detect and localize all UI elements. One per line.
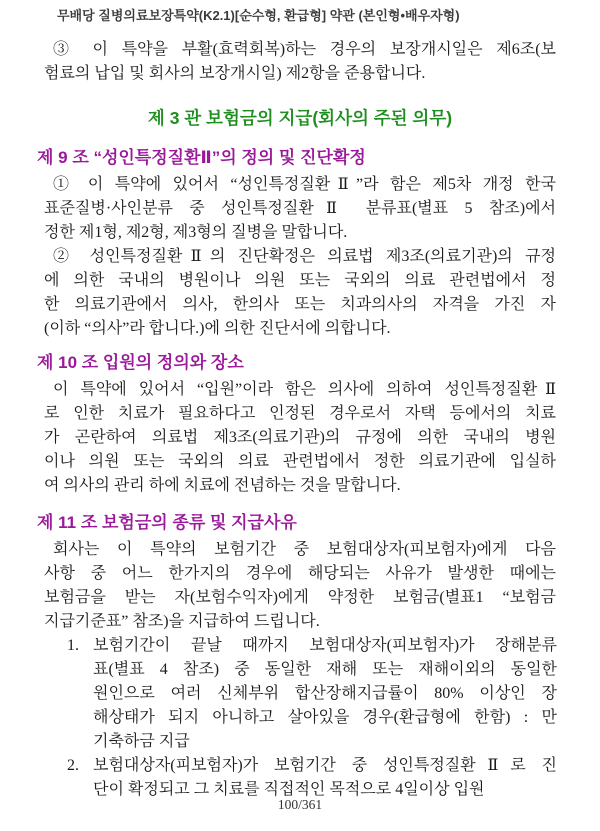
article-11-heading: 제 11 조 보험금의 종류 및 지급사유: [37, 513, 297, 532]
part-3-heading: 제 3 관 보험금의 지급(회사의 주된 의무): [147, 108, 453, 128]
list-item-2-text: [93, 754, 557, 802]
text-line: 여 의사의 관리 하에 치료에 전념하는 것을 말합니다.: [44, 477, 401, 494]
page-number: 100/361: [277, 797, 323, 812]
list-item-1-marker: 1.: [67, 637, 79, 654]
text-line: ③ 이 특약을 부활(효력회복)하는 경우의 보장개시일은 제6조(보: [53, 41, 556, 58]
article-11-paragraph-1: [44, 538, 556, 634]
article-10-heading: 제 10 조 입원의 정의와 장소: [37, 353, 244, 372]
text-line: 사항 중 어느 한가지의 경우에 해당되는 사유가 발생한 때에는: [44, 565, 556, 582]
text-line: (이하 “의사”라 합니다.)에 의한 진단서에 의합니다.: [44, 320, 391, 337]
text-line: 해상태가 되지 아니하고 살아있을 경우(환급형에 한함) : 만: [93, 709, 557, 726]
text-line: 에 의한 국내의 병원이나 의원 또는 국외의 의료 관련법에서 정: [44, 272, 556, 289]
article-11: [0, 512, 600, 802]
text-line: 표(별표 4 참조) 중 동일한 재해 또는 재해이외의 동일한: [93, 661, 557, 678]
text-line: 회사는 이 특약의 보험기간 중 보험대상자(피보험자)에게 다음: [53, 541, 556, 558]
list-item-1: [67, 634, 557, 754]
text-line: 원인으로 여러 신체부위 합산장해지급률이 80% 이상인 장: [93, 685, 557, 702]
text-line: 한 의료기관에서 의사, 한의사 또는 치과의사의 자격을 가진 자: [44, 296, 556, 313]
article-9-paragraph-1: [44, 173, 556, 245]
text-line: 험료의 납입 및 회사의 보장개시일) 제2항을 준용합니다.: [44, 65, 426, 82]
text-line: 표준질병·사인분류 중 성인특정질환Ⅱ 분류표(별표 5 참조)에서: [44, 200, 556, 217]
text-line: 이나 의원 또는 국외의 의료 관련법에서 정한 의료기관에 입실하: [44, 453, 556, 470]
text-line: 가 곤란하여 의료법 제3조(의료기관)의 규정에 의한 국내의 병원: [44, 429, 556, 446]
text-line: 보험대상자(피보험자)가 보험기간 중 성인특정질환Ⅱ로 진: [93, 757, 557, 774]
running-header: 무배당 질병의료보장특약(K2.1)[순수형, 환급형] 약관 (본인형•배우자형): [57, 8, 460, 23]
article-9-heading: 제 9 조 “성인특정질환Ⅱ”의 정의 및 진단확정: [37, 148, 366, 167]
list-item-2-marker: 2.: [67, 757, 79, 774]
text-line: 보험금을 받는 자(보험수익자)에게 약정한 보험금(별표1 “보험금: [44, 589, 556, 606]
text-line: 기축하금 지급: [93, 733, 190, 750]
article-9-paragraph-2: [44, 245, 556, 341]
text-line: 보험기간이 끝날 때까지 보험대상자(피보험자)가 장해분류: [93, 637, 557, 654]
text-line: 정한 제1형, 제2형, 제3형의 질병을 말합니다.: [44, 224, 348, 241]
text-line: 단이 확정되고 그 치료를 직접적인 목적으로 4일이상 입원: [93, 781, 485, 798]
text-line: ① 이 특약에 있어서 “성인특정질환Ⅱ”라 함은 제5차 개정 한국: [53, 176, 556, 193]
text-line: 이 특약에 있어서 “입원”이라 함은 의사에 의하여 성인특정질환Ⅱ: [53, 381, 556, 398]
article-10-paragraph-1: [44, 378, 556, 498]
list-item-1-text: [93, 634, 557, 754]
article-11-numbered-list: [67, 634, 557, 802]
text-line: 지급기준표” 참조)을 지급하여 드립니다.: [44, 613, 320, 630]
text-line: ② 성인특정질환Ⅱ의 진단확정은 의료법 제3조(의료기관)의 규정: [53, 248, 556, 265]
intro-paragraph: [44, 38, 556, 86]
article-9: [0, 147, 600, 341]
list-item-2: [67, 754, 557, 802]
article-10: [0, 352, 600, 498]
text-line: 로 인한 치료가 필요하다고 인정된 경우로서 자택 등에서의 치료: [44, 405, 556, 422]
